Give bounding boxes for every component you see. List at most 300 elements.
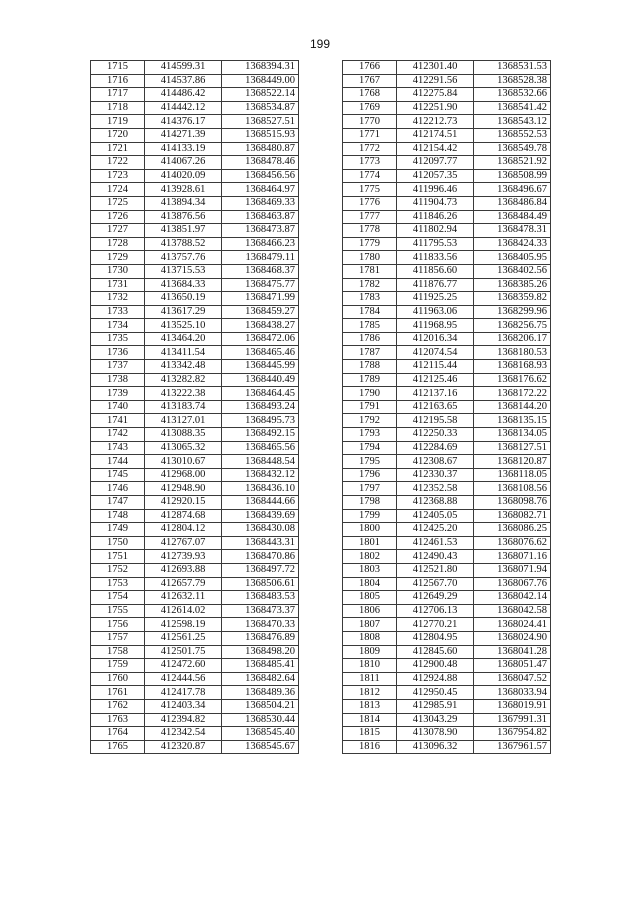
y-coordinate-cell: 1368549.78 [474, 142, 551, 156]
x-coordinate-cell: 412250.33 [397, 428, 474, 442]
y-coordinate-cell: 1368532.66 [474, 88, 551, 102]
y-coordinate-cell: 1368476.89 [222, 631, 299, 645]
y-coordinate-cell: 1368464.45 [222, 387, 299, 401]
coordinate-table-right [342, 60, 551, 754]
point-number-cell: 1814 [343, 713, 397, 727]
point-number-cell: 1742 [91, 428, 145, 442]
point-number-cell: 1719 [91, 115, 145, 129]
point-number-cell: 1724 [91, 183, 145, 197]
table-row [343, 455, 551, 469]
x-coordinate-cell: 412368.88 [397, 496, 474, 510]
point-number-cell: 1745 [91, 468, 145, 482]
point-number-cell: 1784 [343, 305, 397, 319]
x-coordinate-cell: 412394.82 [145, 713, 222, 727]
point-number-cell: 1723 [91, 169, 145, 183]
x-coordinate-cell: 414376.17 [145, 115, 222, 129]
y-coordinate-cell: 1368041.28 [474, 645, 551, 659]
point-number-cell: 1760 [91, 672, 145, 686]
table-row [91, 74, 299, 88]
point-number-cell: 1798 [343, 496, 397, 510]
table-row [343, 577, 551, 591]
x-coordinate-cell: 413715.53 [145, 264, 222, 278]
y-coordinate-cell: 1368135.15 [474, 414, 551, 428]
x-coordinate-cell: 413525.10 [145, 319, 222, 333]
x-coordinate-cell: 412016.34 [397, 332, 474, 346]
y-coordinate-cell: 1368098.76 [474, 496, 551, 510]
x-coordinate-cell: 411963.06 [397, 305, 474, 319]
x-coordinate-cell: 412632.11 [145, 591, 222, 605]
x-coordinate-cell: 413096.32 [397, 740, 474, 754]
y-coordinate-cell: 1368067.76 [474, 577, 551, 591]
x-coordinate-cell: 413650.19 [145, 292, 222, 306]
table-row [91, 251, 299, 265]
x-coordinate-cell: 411795.53 [397, 237, 474, 251]
table-row [91, 428, 299, 442]
y-coordinate-cell: 1368470.86 [222, 550, 299, 564]
y-coordinate-cell: 1368432.12 [222, 468, 299, 482]
x-coordinate-cell: 411876.77 [397, 278, 474, 292]
point-number-cell: 1728 [91, 237, 145, 251]
x-coordinate-cell: 413010.67 [145, 455, 222, 469]
table-row [343, 645, 551, 659]
point-number-cell: 1788 [343, 360, 397, 374]
point-number-cell: 1730 [91, 264, 145, 278]
point-number-cell: 1716 [91, 74, 145, 88]
point-number-cell: 1738 [91, 373, 145, 387]
x-coordinate-cell: 412425.20 [397, 523, 474, 537]
table-row [91, 88, 299, 102]
y-coordinate-cell: 1368495.73 [222, 414, 299, 428]
point-number-cell: 1775 [343, 183, 397, 197]
x-coordinate-cell: 413078.90 [397, 727, 474, 741]
x-coordinate-cell: 412342.54 [145, 727, 222, 741]
point-number-cell: 1750 [91, 536, 145, 550]
x-coordinate-cell: 412804.12 [145, 523, 222, 537]
x-coordinate-cell: 412174.51 [397, 128, 474, 142]
table-row [343, 672, 551, 686]
x-coordinate-cell: 413222.38 [145, 387, 222, 401]
table-row [91, 577, 299, 591]
table-row [343, 604, 551, 618]
table-row [343, 631, 551, 645]
x-coordinate-cell: 412195.58 [397, 414, 474, 428]
table-row [91, 536, 299, 550]
table-row [91, 740, 299, 754]
y-coordinate-cell: 1368479.11 [222, 251, 299, 265]
table-row [343, 713, 551, 727]
y-coordinate-cell: 1368552.53 [474, 128, 551, 142]
y-coordinate-cell: 1368541.42 [474, 101, 551, 115]
table-row [343, 115, 551, 129]
y-coordinate-cell: 1368459.27 [222, 305, 299, 319]
point-number-cell: 1756 [91, 618, 145, 632]
table-row [91, 292, 299, 306]
y-coordinate-cell: 1367991.31 [474, 713, 551, 727]
x-coordinate-cell: 414133.19 [145, 142, 222, 156]
y-coordinate-cell: 1368024.41 [474, 618, 551, 632]
y-coordinate-cell: 1368118.05 [474, 468, 551, 482]
table-row [343, 101, 551, 115]
table-row [343, 550, 551, 564]
x-coordinate-cell: 412706.13 [397, 604, 474, 618]
x-coordinate-cell: 413088.35 [145, 428, 222, 442]
table-row [343, 210, 551, 224]
y-coordinate-cell: 1368527.51 [222, 115, 299, 129]
x-coordinate-cell: 412693.88 [145, 563, 222, 577]
table-row [91, 305, 299, 319]
coordinate-table-body [343, 61, 551, 754]
point-number-cell: 1718 [91, 101, 145, 115]
table-row [91, 319, 299, 333]
point-number-cell: 1790 [343, 387, 397, 401]
y-coordinate-cell: 1368042.14 [474, 591, 551, 605]
point-number-cell: 1729 [91, 251, 145, 265]
point-number-cell: 1781 [343, 264, 397, 278]
x-coordinate-cell: 413617.29 [145, 305, 222, 319]
point-number-cell: 1741 [91, 414, 145, 428]
y-coordinate-cell: 1368521.92 [474, 156, 551, 170]
table-row [91, 156, 299, 170]
table-row [91, 196, 299, 210]
table-row [91, 414, 299, 428]
table-row [343, 509, 551, 523]
table-row [343, 346, 551, 360]
y-coordinate-cell: 1368492.15 [222, 428, 299, 442]
y-coordinate-cell: 1368071.16 [474, 550, 551, 564]
x-coordinate-cell: 412490.43 [397, 550, 474, 564]
table-row [343, 332, 551, 346]
y-coordinate-cell: 1368424.33 [474, 237, 551, 251]
table-row [343, 482, 551, 496]
x-coordinate-cell: 412985.91 [397, 699, 474, 713]
table-row [343, 224, 551, 238]
table-row [343, 563, 551, 577]
point-number-cell: 1797 [343, 482, 397, 496]
x-coordinate-cell: 412767.07 [145, 536, 222, 550]
table-row [343, 740, 551, 754]
table-row [343, 686, 551, 700]
point-number-cell: 1721 [91, 142, 145, 156]
x-coordinate-cell: 412275.84 [397, 88, 474, 102]
x-coordinate-cell: 412649.29 [397, 591, 474, 605]
y-coordinate-cell: 1368480.87 [222, 142, 299, 156]
point-number-cell: 1796 [343, 468, 397, 482]
table-row [91, 509, 299, 523]
point-number-cell: 1717 [91, 88, 145, 102]
point-number-cell: 1771 [343, 128, 397, 142]
y-coordinate-cell: 1368465.46 [222, 346, 299, 360]
coordinate-table-body [91, 61, 299, 754]
table-row [91, 659, 299, 673]
point-number-cell: 1763 [91, 713, 145, 727]
point-number-cell: 1794 [343, 441, 397, 455]
point-number-cell: 1743 [91, 441, 145, 455]
point-number-cell: 1746 [91, 482, 145, 496]
y-coordinate-cell: 1368448.54 [222, 455, 299, 469]
point-number-cell: 1787 [343, 346, 397, 360]
x-coordinate-cell: 412330.37 [397, 468, 474, 482]
table-row [91, 373, 299, 387]
y-coordinate-cell: 1368470.33 [222, 618, 299, 632]
point-number-cell: 1736 [91, 346, 145, 360]
table-row [343, 169, 551, 183]
x-coordinate-cell: 412417.78 [145, 686, 222, 700]
y-coordinate-cell: 1368385.26 [474, 278, 551, 292]
table-row [91, 346, 299, 360]
y-coordinate-cell: 1368430.08 [222, 523, 299, 537]
point-number-cell: 1806 [343, 604, 397, 618]
y-coordinate-cell: 1368456.56 [222, 169, 299, 183]
table-row [91, 115, 299, 129]
point-number-cell: 1739 [91, 387, 145, 401]
table-row [91, 183, 299, 197]
point-number-cell: 1768 [343, 88, 397, 102]
point-number-cell: 1748 [91, 509, 145, 523]
x-coordinate-cell: 412163.65 [397, 400, 474, 414]
table-row [91, 699, 299, 713]
point-number-cell: 1808 [343, 631, 397, 645]
x-coordinate-cell: 411833.56 [397, 251, 474, 265]
point-number-cell: 1807 [343, 618, 397, 632]
point-number-cell: 1759 [91, 659, 145, 673]
y-coordinate-cell: 1368082.71 [474, 509, 551, 523]
table-row [343, 156, 551, 170]
table-row [343, 591, 551, 605]
y-coordinate-cell: 1368394.31 [222, 61, 299, 75]
x-coordinate-cell: 412074.54 [397, 346, 474, 360]
point-number-cell: 1776 [343, 196, 397, 210]
y-coordinate-cell: 1367961.57 [474, 740, 551, 754]
table-row [91, 169, 299, 183]
point-number-cell: 1720 [91, 128, 145, 142]
y-coordinate-cell: 1368475.77 [222, 278, 299, 292]
table-row [343, 523, 551, 537]
table-row [91, 332, 299, 346]
table-row [343, 727, 551, 741]
y-coordinate-cell: 1368497.72 [222, 563, 299, 577]
x-coordinate-cell: 413282.82 [145, 373, 222, 387]
y-coordinate-cell: 1368444.66 [222, 496, 299, 510]
x-coordinate-cell: 412968.00 [145, 468, 222, 482]
point-number-cell: 1762 [91, 699, 145, 713]
table-row [343, 536, 551, 550]
y-coordinate-cell: 1368047.52 [474, 672, 551, 686]
x-coordinate-cell: 413411.54 [145, 346, 222, 360]
point-number-cell: 1765 [91, 740, 145, 754]
y-coordinate-cell: 1368466.23 [222, 237, 299, 251]
point-number-cell: 1715 [91, 61, 145, 75]
point-number-cell: 1782 [343, 278, 397, 292]
point-number-cell: 1770 [343, 115, 397, 129]
y-coordinate-cell: 1368483.53 [222, 591, 299, 605]
y-coordinate-cell: 1368468.37 [222, 264, 299, 278]
y-coordinate-cell: 1368299.96 [474, 305, 551, 319]
y-coordinate-cell: 1368071.94 [474, 563, 551, 577]
table-row [91, 264, 299, 278]
x-coordinate-cell: 413788.52 [145, 237, 222, 251]
x-coordinate-cell: 413464.20 [145, 332, 222, 346]
point-number-cell: 1777 [343, 210, 397, 224]
table-row [91, 224, 299, 238]
x-coordinate-cell: 412501.75 [145, 645, 222, 659]
x-coordinate-cell: 413043.29 [397, 713, 474, 727]
x-coordinate-cell: 412291.56 [397, 74, 474, 88]
point-number-cell: 1778 [343, 224, 397, 238]
x-coordinate-cell: 411856.60 [397, 264, 474, 278]
table-row [91, 278, 299, 292]
y-coordinate-cell: 1368127.51 [474, 441, 551, 455]
x-coordinate-cell: 412561.25 [145, 631, 222, 645]
y-coordinate-cell: 1368359.82 [474, 292, 551, 306]
y-coordinate-cell: 1368473.87 [222, 224, 299, 238]
y-coordinate-cell: 1368485.41 [222, 659, 299, 673]
point-number-cell: 1733 [91, 305, 145, 319]
y-coordinate-cell: 1368206.17 [474, 332, 551, 346]
x-coordinate-cell: 413851.97 [145, 224, 222, 238]
y-coordinate-cell: 1368463.87 [222, 210, 299, 224]
table-row [343, 387, 551, 401]
point-number-cell: 1725 [91, 196, 145, 210]
table-row [91, 604, 299, 618]
x-coordinate-cell: 411925.25 [397, 292, 474, 306]
point-number-cell: 1810 [343, 659, 397, 673]
table-row [343, 373, 551, 387]
table-row [343, 659, 551, 673]
point-number-cell: 1792 [343, 414, 397, 428]
y-coordinate-cell: 1368445.99 [222, 360, 299, 374]
y-coordinate-cell: 1368024.90 [474, 631, 551, 645]
x-coordinate-cell: 412284.69 [397, 441, 474, 455]
y-coordinate-cell: 1368443.31 [222, 536, 299, 550]
x-coordinate-cell: 412874.68 [145, 509, 222, 523]
x-coordinate-cell: 412924.88 [397, 672, 474, 686]
x-coordinate-cell: 412920.15 [145, 496, 222, 510]
x-coordinate-cell: 412212.73 [397, 115, 474, 129]
x-coordinate-cell: 412614.02 [145, 604, 222, 618]
y-coordinate-cell: 1368545.67 [222, 740, 299, 754]
point-number-cell: 1812 [343, 686, 397, 700]
table-row [343, 319, 551, 333]
y-coordinate-cell: 1368531.53 [474, 61, 551, 75]
y-coordinate-cell: 1367954.82 [474, 727, 551, 741]
y-coordinate-cell: 1368478.46 [222, 156, 299, 170]
point-number-cell: 1767 [343, 74, 397, 88]
point-number-cell: 1795 [343, 455, 397, 469]
y-coordinate-cell: 1368489.36 [222, 686, 299, 700]
point-number-cell: 1772 [343, 142, 397, 156]
point-number-cell: 1799 [343, 509, 397, 523]
x-coordinate-cell: 412598.19 [145, 618, 222, 632]
y-coordinate-cell: 1368134.05 [474, 428, 551, 442]
table-row [91, 101, 299, 115]
y-coordinate-cell: 1368534.87 [222, 101, 299, 115]
x-coordinate-cell: 412154.42 [397, 142, 474, 156]
x-coordinate-cell: 414067.26 [145, 156, 222, 170]
point-number-cell: 1811 [343, 672, 397, 686]
table-row [343, 278, 551, 292]
x-coordinate-cell: 412948.90 [145, 482, 222, 496]
table-row [91, 455, 299, 469]
point-number-cell: 1773 [343, 156, 397, 170]
table-row [91, 360, 299, 374]
point-number-cell: 1816 [343, 740, 397, 754]
table-row [91, 591, 299, 605]
point-number-cell: 1727 [91, 224, 145, 238]
x-coordinate-cell: 412444.56 [145, 672, 222, 686]
table-row [91, 563, 299, 577]
point-number-cell: 1769 [343, 101, 397, 115]
x-coordinate-cell: 413127.01 [145, 414, 222, 428]
table-row [91, 482, 299, 496]
point-number-cell: 1757 [91, 631, 145, 645]
point-number-cell: 1780 [343, 251, 397, 265]
y-coordinate-cell: 1368465.56 [222, 441, 299, 455]
y-coordinate-cell: 1368439.69 [222, 509, 299, 523]
y-coordinate-cell: 1368482.64 [222, 672, 299, 686]
y-coordinate-cell: 1368405.95 [474, 251, 551, 265]
point-number-cell: 1732 [91, 292, 145, 306]
table-row [343, 292, 551, 306]
point-number-cell: 1751 [91, 550, 145, 564]
y-coordinate-cell: 1368051.47 [474, 659, 551, 673]
y-coordinate-cell: 1368515.93 [222, 128, 299, 142]
point-number-cell: 1793 [343, 428, 397, 442]
table-row [91, 142, 299, 156]
x-coordinate-cell: 412320.87 [145, 740, 222, 754]
table-row [343, 88, 551, 102]
point-number-cell: 1744 [91, 455, 145, 469]
point-number-cell: 1801 [343, 536, 397, 550]
x-coordinate-cell: 412125.46 [397, 373, 474, 387]
x-coordinate-cell: 414486.42 [145, 88, 222, 102]
table-row [91, 387, 299, 401]
point-number-cell: 1774 [343, 169, 397, 183]
table-row [91, 727, 299, 741]
point-number-cell: 1753 [91, 577, 145, 591]
y-coordinate-cell: 1368172.22 [474, 387, 551, 401]
table-row [91, 496, 299, 510]
table-row [343, 618, 551, 632]
point-number-cell: 1802 [343, 550, 397, 564]
x-coordinate-cell: 411996.46 [397, 183, 474, 197]
table-row [91, 713, 299, 727]
table-row [91, 400, 299, 414]
x-coordinate-cell: 412950.45 [397, 686, 474, 700]
x-coordinate-cell: 413757.76 [145, 251, 222, 265]
y-coordinate-cell: 1368472.06 [222, 332, 299, 346]
table-row [343, 496, 551, 510]
y-coordinate-cell: 1368256.75 [474, 319, 551, 333]
x-coordinate-cell: 412521.80 [397, 563, 474, 577]
table-row [91, 61, 299, 75]
table-row [343, 142, 551, 156]
table-row [343, 237, 551, 251]
table-row [91, 618, 299, 632]
x-coordinate-cell: 411846.26 [397, 210, 474, 224]
point-number-cell: 1755 [91, 604, 145, 618]
point-number-cell: 1752 [91, 563, 145, 577]
x-coordinate-cell: 412900.48 [397, 659, 474, 673]
x-coordinate-cell: 411904.73 [397, 196, 474, 210]
y-coordinate-cell: 1368120.87 [474, 455, 551, 469]
point-number-cell: 1779 [343, 237, 397, 251]
point-number-cell: 1805 [343, 591, 397, 605]
table-row [91, 523, 299, 537]
y-coordinate-cell: 1368506.61 [222, 577, 299, 591]
x-coordinate-cell: 412301.40 [397, 61, 474, 75]
point-number-cell: 1815 [343, 727, 397, 741]
table-row [91, 128, 299, 142]
